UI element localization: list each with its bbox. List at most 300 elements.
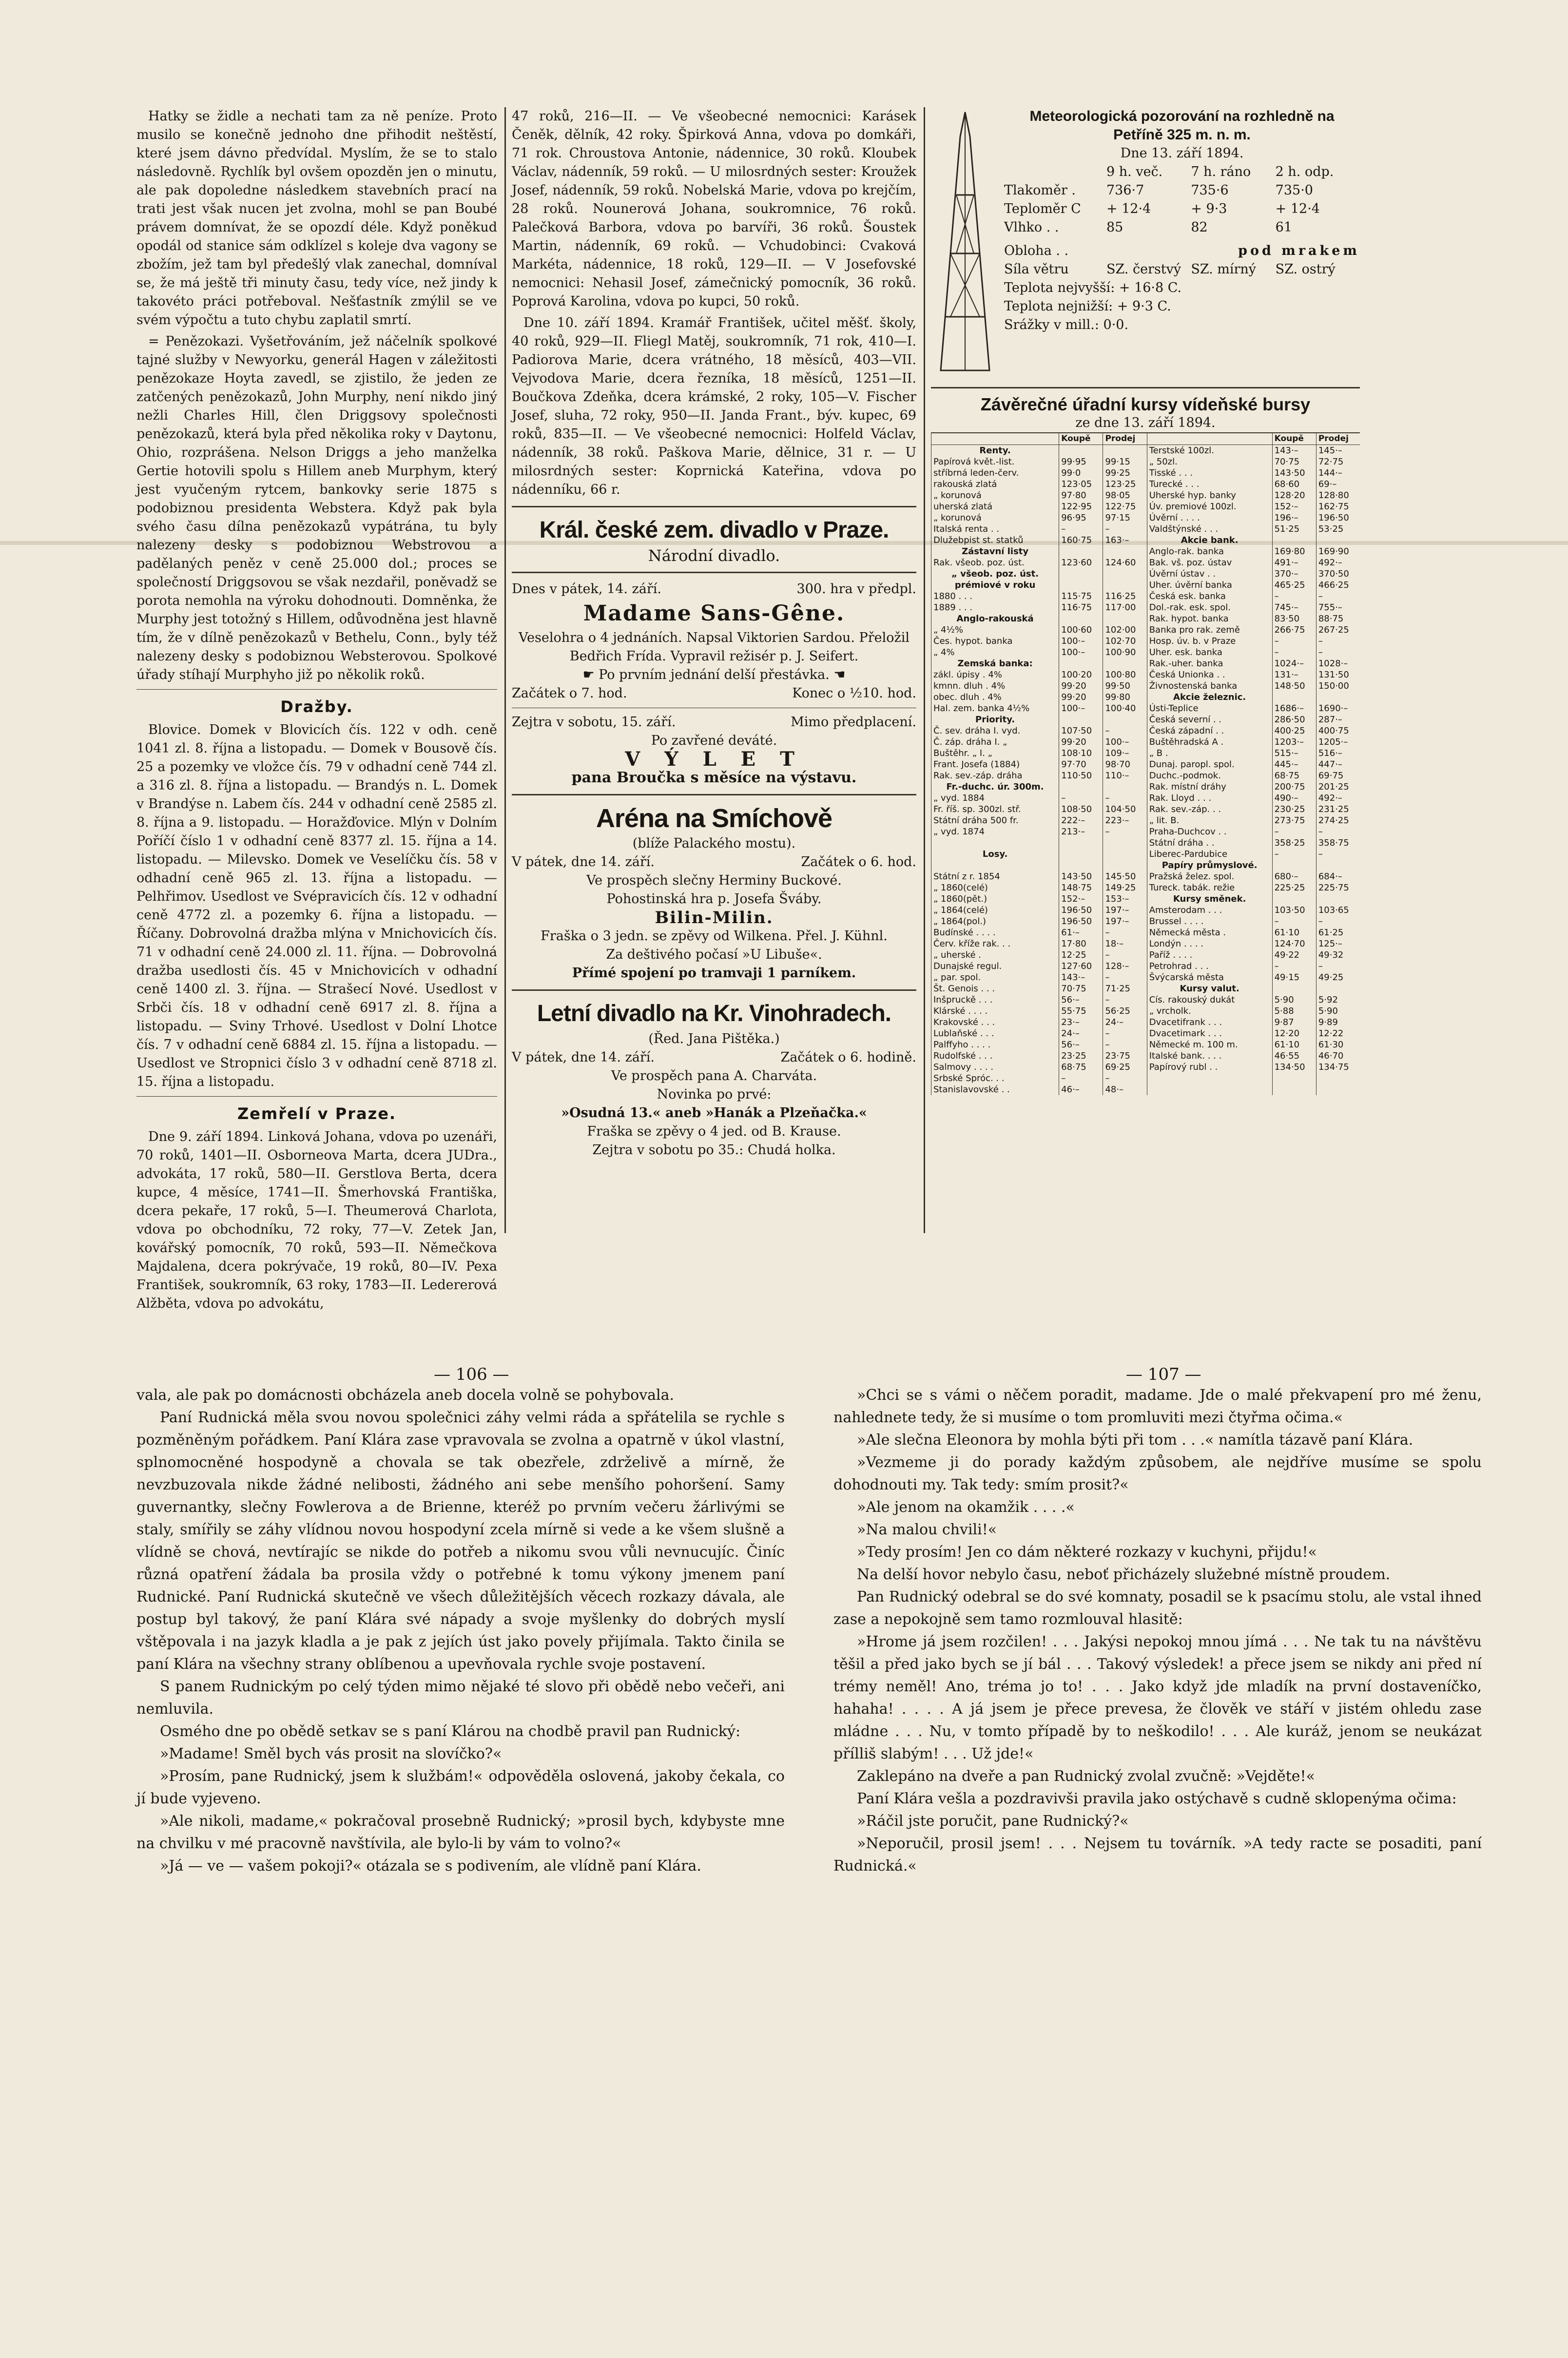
story-paragraph: S panem Rudnickým po celý týden mimo nějaké té slovo při obědě nebo večeři, ani nemluvila. [136,1678,785,1718]
meteo-extra-2: Teplota nejnižší: + 9·3 C. [1004,299,1171,314]
section-title-drazby: Dražby. [280,697,353,716]
story-paragraph: »Ale nikoli, madame,« pokračoval prosebně Rudnický; »prosil bych, kdybyste mne na chvilku v mé pracovně navštívila, ale bylo-li by vám to volno?« [136,1813,785,1852]
table-cell: 134·75 [1316,1062,1360,1073]
table-cell: 492·– [1316,792,1360,804]
table-cell [1103,781,1147,792]
table-cell [1059,568,1103,580]
table-cell: 225·75 [1316,882,1360,893]
meteo-cell: 61 [1275,220,1293,235]
table-cell: Německé m. 100 m. [1147,1039,1272,1050]
story-paragraph: Pan Rudnický odebral se do své komnaty, posadil se k psacímu stolu, ale vstal ihned zase a nepokojně sem tamo rozmlouval hlasitě: [833,1588,1482,1628]
table-cell: 69·75 [1316,770,1360,781]
play-note [512,666,916,684]
table-cell: 213·– [1059,826,1103,837]
story-paragraph: »Prosím, pane Rudnický, jsem k službám!« odpověděla oslovená, jakoby čekala, co jí bude vyjeveno. [136,1768,785,1807]
table-row [931,680,1360,692]
table-cell: Petrohrad . . . [1147,961,1272,972]
table-row [931,961,1360,972]
table-cell: 100·90 [1103,647,1147,658]
pointing-hand-icon: ☚ [829,667,846,682]
table-cell: – [1272,636,1316,647]
table-cell: Krakovské . . . [931,1017,1059,1028]
table-cell: 48·– [1103,1084,1147,1095]
table-cell: Rak. všeob. poz. úst. [931,557,1059,568]
table-cell: Rak. Lloyd . . . [1147,792,1272,804]
arena-title: Aréna na Smíchově [596,804,832,833]
table-row [931,1073,1360,1084]
table-cell: 196·50 [1316,512,1360,523]
table-row [931,893,1360,905]
table-cell: 23·– [1059,1017,1103,1028]
theatre-number: 300. hra v předpl. [796,581,916,597]
table-cell: 100·40 [1103,703,1147,714]
table-cell: Česká esk. banka [1147,591,1272,602]
table-cell: 274·25 [1316,815,1360,826]
table-row [931,501,1360,512]
table-cell: Německá města . [1147,927,1272,938]
meteo-cell: Vlhko . . [1004,220,1059,235]
table-cell: Tisské . . . [1147,467,1272,479]
zemreli-text: Dne 9. září 1894. Linková Johana, vdova po uzenáři, 70 roků, 1401—II. Osborneova Marta, dcera JUDra., advokáta, 17 roků, 580—II. Gerstlova Berta, dcera kupce, 4 měsíce, 1741—II. Šmerhovská Františka, dcera pekaře, 17 roků, 5—I. Theumerová Charlota, vdova po obchodníku, 72 roky, 77—V. Zetek Jan, kovářský pomocník, 70 roků, 593—II. Němečkova Majdalena, dcera pokrývače, 19 roků, 80—IV. Pexa František, soukromník, 63 roky, 1783—II. Ledererová Alžběta, vdova po advokátu, [136,1129,497,1311]
table-cell: Č. záp. dráha I. „ [931,736,1059,748]
table-cell: Švýcarská města [1147,972,1272,983]
table-cell: 24·– [1103,1017,1147,1028]
table-cell [1272,535,1316,546]
story-paragraph: Zaklepáno na dveře a pan Rudnický zvolal zvučně: »Vejděte!« [857,1768,1315,1785]
table-cell: Bak. vš. poz. ústav [1147,557,1272,568]
table-cell: 127·60 [1059,961,1103,972]
table-cell: 99·95 [1059,456,1103,467]
table-cell: „ vrcholk. [1147,1005,1272,1017]
table-cell: 1889 . . . [931,602,1059,613]
table-cell: Rak. sev.-záp. . . [1147,804,1272,815]
table-cell: „ 50zl. [1147,456,1272,467]
meteo-date: Dne 13. září 1894. [1120,146,1244,161]
table-cell: Česká západní . . [1147,725,1272,736]
table-cell [1316,535,1360,546]
divider [512,506,916,507]
table-cell: 53·25 [1316,523,1360,535]
table-cell: Hosp. úv. b. v Praze [1147,636,1272,647]
table-cell: 100·– [1059,636,1103,647]
table-cell: Papíry průmyslové. [1147,860,1272,871]
table-cell: 745·– [1272,602,1316,613]
table-cell: 68·75 [1059,1062,1103,1073]
table-cell: 148·50 [1272,680,1316,692]
bourse-head: Prodej [1316,433,1360,445]
table-cell: 1205·– [1316,736,1360,748]
table-cell: Lublaňské . . . [931,1028,1059,1039]
table-cell [1103,445,1147,457]
table-row [931,849,1360,860]
table-cell: Uher. esk. banka [1147,647,1272,658]
table-row [931,703,1360,714]
table-cell: Losy. [931,849,1059,860]
table-cell: 143·50 [1272,467,1316,479]
article-paragraph-1: Hatky se židle a nechati tam za ně peníze. Proto musilo se konečně jednoho dne přihodit neštěstí, které jsem dávno předvídal. Myslím, že se to stalo následovně. Rychlík byl ovšem opozděn jen o minutu, ale pak dopoledne následkem stavebních prací na trati jest však nucen jet zvolna, mohl se pan Boubé právem domnívat, že se opozdí déle. Když poněkud opodál od stanice sám odklízel s koleje dva vagony se zbožím, jež tam byl předešlý vlak zanechal, domníval se, že má ještě tři minuty času, tedy více, než jindy k takovéto práci potřeboval. Nešťastník zmýlil se ve svém výpočtu a tuto chybu zaplatil smrtí. [136,109,497,328]
table-cell: Renty. [931,445,1059,457]
table-row [931,770,1360,781]
table-cell: 358·25 [1272,837,1316,849]
table-cell: Turecké . . . [1147,479,1272,490]
meteo-head [1004,163,1106,181]
table-cell: 122·95 [1059,501,1103,512]
table-cell: 99·15 [1103,456,1147,467]
table-cell: Červ. kříže rak. . . [931,938,1059,949]
table-cell: 358·75 [1316,837,1360,849]
table-row [931,591,1360,602]
table-cell: 128·20 [1272,490,1316,501]
play-end: Konec o ½10. hod. [792,686,916,701]
table-cell: 49·32 [1316,949,1360,961]
table-cell [1272,860,1316,871]
table-row [931,512,1360,523]
table-cell: Rak. sev.-záp. dráha [931,770,1059,781]
table-cell: Česká severní . . [1147,714,1272,725]
table-cell: 116·25 [1103,591,1147,602]
table-cell: 490·– [1272,792,1316,804]
table-cell: Státní dráha . . [1147,837,1272,849]
arena-rain: Za deštivého počasí »U Libuše«. [606,947,822,962]
table-cell: – [1316,636,1360,647]
table-cell: 98·05 [1103,490,1147,501]
table-cell: 97·15 [1103,512,1147,523]
meteo-table [1004,163,1360,237]
table-cell: 131·50 [1316,669,1360,680]
letni-subtitle: (Řed. Jana Pištěka.) [648,1031,780,1046]
meteo-cell: 735·0 [1275,183,1313,198]
table-cell: Hal. zem. banka 4½% [931,703,1059,714]
table-cell [1059,860,1103,871]
table-cell: „ 4% [931,647,1059,658]
table-cell: 143·50 [1059,871,1103,882]
meteo-extra-3: Srážky v mill.: 0·0. [1004,317,1129,332]
table-cell: – [1316,826,1360,837]
bourse-body [931,445,1360,1096]
arena-start: Začátek o 6. hod. [801,854,916,870]
table-cell: – [1059,523,1103,535]
table-cell: 100·– [1103,736,1147,748]
table-row [931,882,1360,893]
table-row [931,1005,1360,1017]
table-cell: – [1103,949,1147,961]
letni-title: Letní divadlo na Kr. Vinohradech. [537,1001,891,1026]
table-cell: Srbské Spróc. . . [931,1073,1059,1084]
table-cell: 163·– [1103,535,1147,546]
table-cell: 97·70 [1059,759,1103,770]
table-cell: 12·22 [1316,1028,1360,1039]
table-cell: Papírová květ.-list. [931,456,1059,467]
table-cell: 370·50 [1316,568,1360,580]
table-cell: 108·50 [1059,804,1103,815]
table-cell: 102·00 [1103,624,1147,636]
table-row [931,972,1360,983]
table-row [931,658,1360,669]
table-cell: 100·60 [1059,624,1103,636]
table-cell [1272,893,1316,905]
table-cell [1103,580,1147,591]
letni-date-row [512,1048,916,1067]
table-row [931,837,1360,849]
table-cell: 123·05 [1059,479,1103,490]
table-cell [1059,546,1103,557]
table-cell: – [1103,826,1147,837]
table-cell: 97·80 [1059,490,1103,501]
table-cell: Ústi-Teplice [1147,703,1272,714]
meteo-sky-label: Obloha . . [1004,243,1069,258]
table-cell [1059,658,1103,669]
table-cell: 46·– [1059,1084,1103,1095]
table-cell: 46·55 [1272,1050,1316,1062]
letni-novinka: Novinka po prvé: [657,1087,772,1102]
table-cell: Londýn . . . . [1147,938,1272,949]
table-cell: prémiové v roku [931,580,1059,591]
table-cell: Zástavní listy [931,546,1059,557]
table-cell [1103,837,1147,849]
table-cell [1316,692,1360,703]
table-cell: 370·– [1272,568,1316,580]
table-cell: 17·80 [1059,938,1103,949]
table-cell: Klárské . . . . [931,1005,1059,1017]
table-cell: Valdštýnské . . . [1147,523,1272,535]
table-cell: 69·– [1316,479,1360,490]
table-cell [1316,893,1360,905]
petrin-tower-image [931,107,999,380]
play-times [512,684,916,703]
drazby-text: Blovice. Domek v Blovicích čís. 122 v odh. ceně 1041 zl. 8. října a listopadu. — Domek v Bousově čís. 25 a pozemky ve vložce čís. 79 v odhadní ceně 744 zl. a 316 zl. 8. října a listopadu. — Brandýs n. L. Domek v Brandýse n. Labem čís. 244 v odhadní ceně 2585 zl. 8. října a 9. listopadu. — Horažďovice. Mlýn v Dolním Poříčí číslo 1 v odhadní ceně 8377 zl. 15. října a 14. listopadu. — Milevsko. Domek ve Veselíčku čís. 58 v odhadní ceně 965 zl. 13. října a listopadu. — Pelhřimov. Usedlost ve Svépravicích čís. 12 v odhadní ceně 4772 zl. a pozemky 6. října a listopadu. — Říčany. Dobrovolná dražba mlýna v Mnichovicích čís. 71 v odhadní ceně 24.000 zl. 11. října. — Dobrovolná dražba usedlosti čís. 45 v Mnichovicích v odhadní ceně 1400 zl. 3. října. — Strašecí Nové. Usedlost v Srbči čís. 18 v odhadní ceně 6917 zl. 8. října a listopadu. — Sviny Trhové. Usedlost v Dolní Lhotce čís. 7 v odhadní ceně 6884 zl. 15. října a listopadu. — Usedlost ve Stropnici číslo 3 v odhadní ceně 8718 zl. 15. října a listopadu. [136,722,497,1089]
story-paragraph: »Ale jenom na okamžik . . . .« [857,1499,1075,1516]
meteo-head: 9 h. več. [1106,164,1163,179]
table-row [931,916,1360,927]
table-cell: Dvacetimark . . . [1147,1028,1272,1039]
table-cell: zákl. úpisy . 4% [931,669,1059,680]
table-cell: 400·25 [1272,725,1316,736]
table-cell: Úvěrní . . . . [1147,512,1272,523]
column-rule [504,107,506,1233]
table-cell [1272,1084,1316,1095]
table-cell: 447·– [1316,759,1360,770]
table-cell: Inšpruckě . . . [931,994,1059,1005]
table-cell: kmnn. dluh . 4% [931,680,1059,692]
table-cell: „ korunová [931,490,1059,501]
table-cell: Italské bank. . . . [1147,1050,1272,1062]
story-paragraph: »Ale slečna Eleonora by mohla býti při tom . . .« namítla tázavě paní Klára. [857,1431,1413,1449]
table-cell: 61·25 [1316,927,1360,938]
table-cell: „ 1860(pět.) [931,893,1059,905]
table-cell: 400·75 [1316,725,1360,736]
theatre-date: Dnes v pátek, 14. září. [512,581,661,597]
arena-date: V pátek, dne 14. září. [512,854,655,870]
table-cell: 124·70 [1272,938,1316,949]
table-cell: „ 4½% [931,624,1059,636]
table-cell: 1690·– [1316,703,1360,714]
table-cell: 1203·– [1272,736,1316,748]
meteo-head: 2 h. odp. [1275,164,1334,179]
table-row [931,1050,1360,1062]
table-cell: 267·25 [1316,624,1360,636]
table-cell [1272,983,1316,994]
column-rule [924,107,925,1233]
table-cell: – [1059,1073,1103,1084]
table-cell: 196·– [1272,512,1316,523]
meteo-cell: Teploměr C [1004,201,1081,216]
deaths-continued: 47 roků, 216—II. — Ve všeobecné nemocnici: Karásek Čeněk, dělník, 42 roky. Špirková Anna, vdova po domkáři, 71 rok. Chroustova Antonie, nádennice, 30 roků. Kloubek Václav, nádenník, 59 roků. — U milosrdných sester: Kroužek Josef, nádenník, 59 roků. Nobelská Marie, vdova po krejčím, 28 roků. Nounerová Johana, soukromnice, 76 roků. Palečková Barbora, vdova po barvíři, 36 roků. Šoustek Martin, nádenník, 69 roků. — Vchudobinci: Cvaková Markéta, nádennice, 18 roků, 129—II. — V Josefovské nemocnici: Nehasil Josef, zámečnický pomocník, 36 roků. Poprová Karolina, vdova po kupci, 50 roků. [512,109,916,309]
story-paragraph: »Tedy prosím! Jen co dám některé rozkazy v kuchyni, přijdu!« [857,1544,1317,1561]
arena-frasky: Fraška o 3 jedn. se zpěvy od Wilkena. Přel. J. Kühnl. [541,928,888,944]
table-cell: – [1103,927,1147,938]
arena-benefit: Ve prospěch slečny Herminy Buckové. [586,873,842,888]
table-cell [931,860,1059,871]
table-cell: 143·– [1059,972,1103,983]
table-cell: – [1103,1028,1147,1039]
table-cell: 145·– [1316,445,1360,457]
table-cell: 162·75 [1316,501,1360,512]
table-row [931,456,1360,467]
tomorrow-note: Mimo předplacení. [791,715,916,730]
table-cell: 492·– [1316,557,1360,568]
table-cell: 200·75 [1272,781,1316,792]
table-row [931,1062,1360,1073]
table-cell: Buštěhradská A . [1147,736,1272,748]
bourse-title: Závěrečné úřadní kursy vídeňské bursy [980,394,1311,414]
table-row [931,1017,1360,1028]
table-cell: Zemská banka: [931,658,1059,669]
table-cell: Kursy směnek. [1147,893,1272,905]
table-cell [1316,1073,1360,1084]
story-left-column [136,1384,785,1877]
meteo-cell: + 12·4 [1106,201,1151,216]
table-cell: 145·50 [1103,871,1147,882]
table-cell: 1880 . . . [931,591,1059,602]
table-row [931,905,1360,916]
meteo-cell: Tlakoměr . [1004,183,1076,198]
table-cell: 24·– [1059,1028,1103,1039]
table-cell: 70·75 [1059,983,1103,994]
table-row [931,1084,1360,1095]
theatre-subtitle: Národní divadlo. [648,546,780,565]
divider [136,689,497,690]
table-cell: 122·75 [1103,501,1147,512]
table-cell: Cís. rakouský dukát [1147,994,1272,1005]
table-cell: „ korunová [931,512,1059,523]
meteo-block [931,107,1360,380]
table-row [931,748,1360,759]
meteo-cell: 82 [1191,220,1208,235]
table-cell: 100·80 [1103,669,1147,680]
meteo-cell: Síla větru [1004,262,1069,277]
bourse-head: Prodej [1103,433,1147,445]
table-cell: Rudolfské . . . [931,1050,1059,1062]
table-cell [1272,692,1316,703]
table-cell: 110·– [1103,770,1147,781]
table-row [931,949,1360,961]
table-cell: Státní z r. 1854 [931,871,1059,882]
table-cell: 128·80 [1316,490,1360,501]
table-cell: 125·– [1316,938,1360,949]
table-cell: 201·25 [1316,781,1360,792]
table-cell: Kursy valut. [1147,983,1272,994]
bourse-head: Koupě [1059,433,1103,445]
table-cell [1103,568,1147,580]
table-cell: 12·20 [1272,1028,1316,1039]
table-row [931,568,1360,580]
table-row [931,1039,1360,1050]
table-cell: – [1272,647,1316,658]
table-cell: – [1103,725,1147,736]
arena-play: Pohostinská hra p. Josefa Šváby. [606,891,822,907]
table-row [931,815,1360,826]
table-cell: rakouská zlatá [931,479,1059,490]
table-cell: – [1103,1039,1147,1050]
table-cell: – [1316,591,1360,602]
theatre-title: Král. české zem. divadlo v Praze. [539,517,889,543]
table-cell: 117·00 [1103,602,1147,613]
table-cell: Palffyho . . . . [931,1039,1059,1050]
table-cell: 49·22 [1272,949,1316,961]
table-cell: Tureck. tabák. režie [1147,882,1272,893]
table-cell: Anglo-rak. banka [1147,546,1272,557]
meteo-cell: SZ. ostrý [1275,262,1336,277]
table-cell: obec. dluh . 4% [931,692,1059,703]
divider [931,387,1360,388]
table-cell: Fr. říš. sp. 300zl. stř. [931,804,1059,815]
table-row [931,826,1360,837]
table-cell: 169·90 [1316,546,1360,557]
tomorrow-row [512,713,916,732]
table-cell: 124·60 [1103,557,1147,568]
tomorrow-date: Zejtra v sobotu, 15. září. [512,715,676,730]
table-cell: Brussel . . . . [1147,916,1272,927]
table-cell: Stanislavovské . . [931,1084,1059,1095]
table-cell: Dunajské regul. [931,961,1059,972]
bourse-header-row [931,433,1360,445]
table-cell [1103,714,1147,725]
table-cell: stříbrná leden-červ. [931,467,1059,479]
table-cell: 55·75 [1059,1005,1103,1017]
table-cell: Pražská želez. spol. [1147,871,1272,882]
bourse-head [1147,433,1272,445]
story-paragraph: »Madame! Směl bych vás prosit na slovíčko?« [160,1745,502,1762]
table-cell: 99·20 [1059,736,1103,748]
table-cell: 108·10 [1059,748,1103,759]
page-number-right: — 107 — [1126,1365,1201,1384]
table-cell: 223·– [1103,815,1147,826]
table-cell: Italská renta . . [931,523,1059,535]
table-row [931,535,1360,546]
table-cell [1059,580,1103,591]
table-cell: Akcie železnic. [1147,692,1272,703]
table-cell: 1686·– [1272,703,1316,714]
table-cell: 1028·– [1316,658,1360,669]
table-cell: 103·50 [1272,905,1316,916]
table-cell: 49·15 [1272,972,1316,983]
table-cell: – [1272,826,1316,837]
bourse-head [931,433,1059,445]
table-row [931,792,1360,804]
table-cell: 68·60 [1272,479,1316,490]
bourse-head: Koupě [1272,433,1316,445]
play-description: Veselohra o 4 jednáních. Napsal Viktorien Sardou. Přeložil Bedřich Frída. Vypravil režisér p. J. Seifert. [519,630,910,664]
table-cell: 99·0 [1059,467,1103,479]
table-cell [1147,1084,1272,1095]
story-paragraph: »Já — ve — vašem pokoji?« otázala se s podivením, ale vlídně paní Klára. [160,1857,701,1875]
table-row [931,647,1360,658]
story-paragraph: Paní Klára vešla a pozdravivši pravila jako ostýchavě s cudně sklopenýma očima: [857,1790,1457,1807]
table-cell: 61·10 [1272,1039,1316,1050]
table-cell: – [1272,591,1316,602]
table-cell: 102·70 [1103,636,1147,647]
table-cell [1316,983,1360,994]
